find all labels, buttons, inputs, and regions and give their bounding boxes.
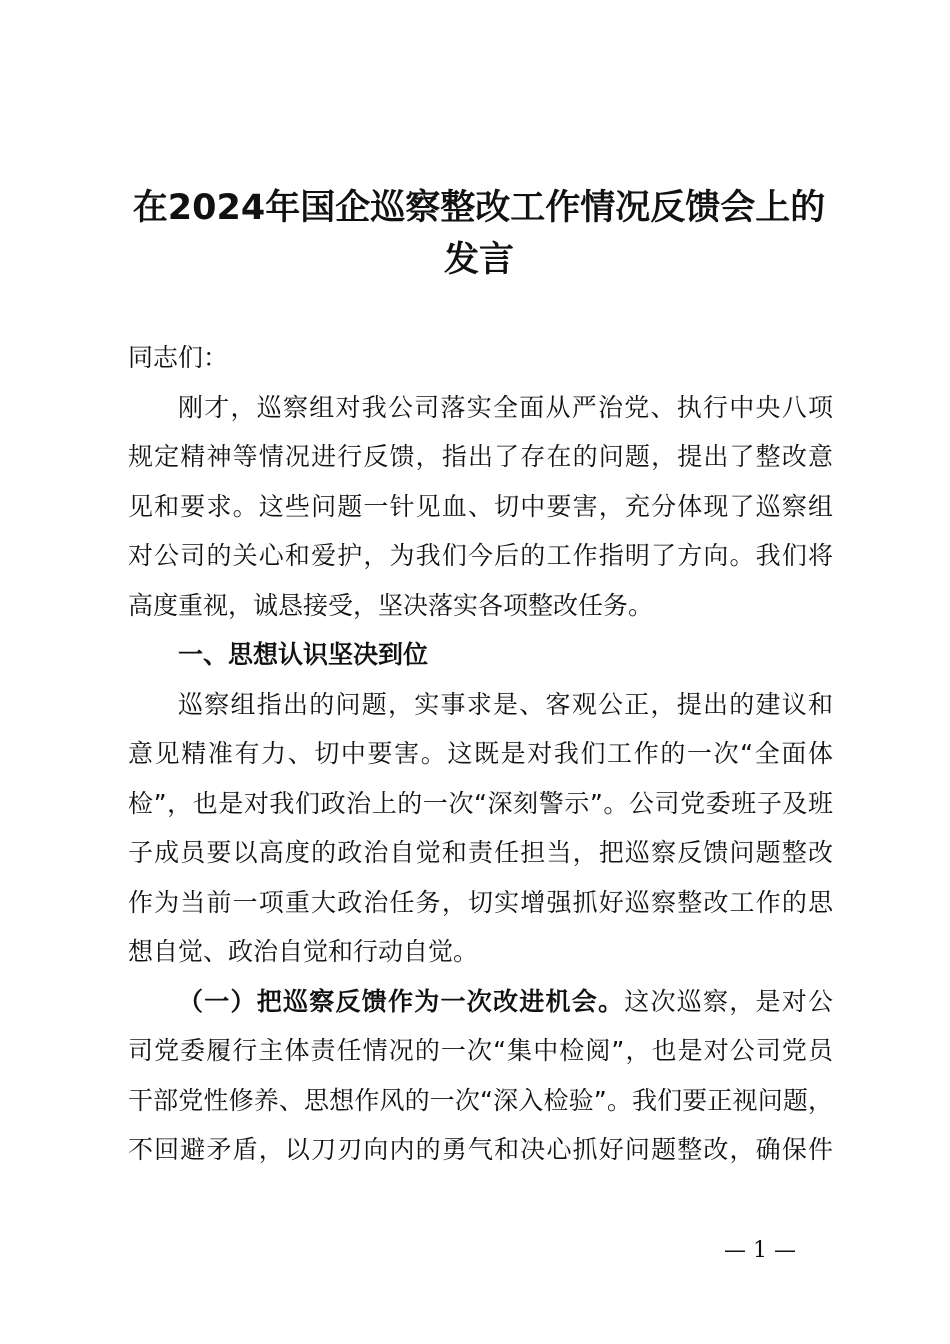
paragraph-line: 意见精准有力、切中要害。这既是对我们工作的一次“全面体 [128,739,833,768]
paragraph-line: 作为当前一项重大政治任务，切实增强抓好巡察整改工作的思 [128,887,833,917]
paragraph-line: 规定精神等情况进行反馈，指出了存在的问题，提出了整改意 [128,442,833,471]
paragraph-line: 不回避矛盾，以刀刃向内的勇气和决心抓好问题整改，确保件 [128,1135,833,1164]
paragraph-line: 司党委履行主体责任情况的一次“集中检阅”，也是对公司党员 [128,1036,833,1065]
paragraph-line: 刚才，巡察组对我公司落实全面从严治党、执行中央八项 [178,392,833,422]
document-title [120,182,838,286]
title-line-2: 发言 [443,240,514,280]
section-heading-1: 一、思想认识坚决到位 [178,640,429,669]
paragraph-line: 子成员要以高度的政治自觉和责任担当，把巡察反馈问题整改 [128,838,833,867]
paragraph-line: 高度重视，诚恳接受，坚决落实各项整改任务。 [128,590,654,620]
paragraph-line: 对公司的关心和爱护，为我们今后的工作指明了方向。我们将 [128,541,833,570]
paragraph-1 [128,383,833,631]
paragraph-line: 见和要求。这些问题一针见血、切中要害，充分体现了巡察组 [128,491,833,521]
paragraph-line-with-subheading [128,977,833,1027]
salutation: 同志们： [128,343,229,372]
title-line-1: 在2024年国企巡察整改工作情况反馈会上的 [132,188,826,228]
document-body [128,333,833,1175]
paragraph-line: 检”，也是对我们政治上的一次“深刻警示”。公司党委班子及班 [128,788,833,818]
paragraph-3-opening: 这次巡察，是对公 [624,986,833,1016]
paragraph-line: 巡察组指出的问题，实事求是、客观公正，提出的建议和 [178,689,833,719]
page-number: — 1 — [724,1238,796,1263]
paragraph-3 [128,977,833,1175]
subheading-1: （一）把巡察反馈作为一次改进机会。 [178,986,625,1016]
paragraph-line: 干部党性修养、思想作风的一次“深入检验”。我们要正视问题， [128,1085,833,1115]
paragraph-2 [128,680,833,977]
paragraph-line: 想自觉、政治自觉和行动自觉。 [128,937,479,966]
